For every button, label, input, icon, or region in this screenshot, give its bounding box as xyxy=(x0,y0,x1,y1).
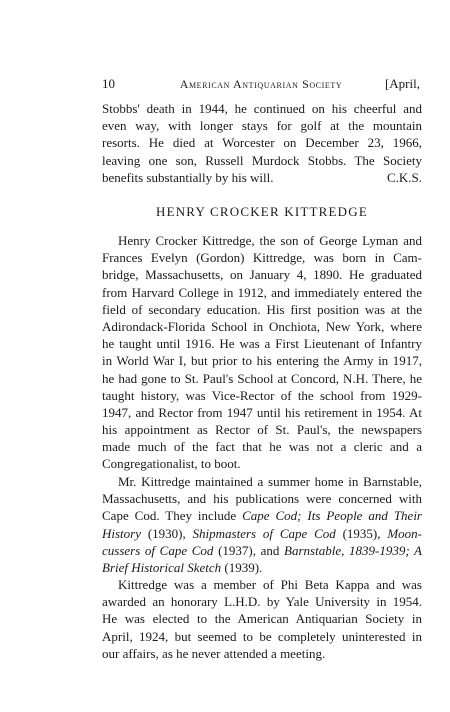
text-line: benefits substantially by his will. xyxy=(102,169,274,185)
text-line xyxy=(102,559,422,576)
previous-obituary-end xyxy=(102,100,422,186)
book-title: Brief Historical Sketch xyxy=(102,559,222,575)
book-title: Barnstable, 1839-1939; A xyxy=(284,542,422,558)
book-title: cussers of Cape Cod xyxy=(102,542,214,558)
text-line: even way, with longer stays for golf at the mountain xyxy=(102,118,422,134)
book-title: Cape Cod; Its People and Their xyxy=(242,508,422,524)
page-number: 10 xyxy=(102,76,115,91)
text-line: from Harvard College in 1912, and immediately entered the xyxy=(102,284,422,300)
text-line: in World War I, but prior to his entering the Army in 1917, xyxy=(102,353,422,369)
text-line: Frances Evelyn (Gordon) Kittredge, was born in Cam- xyxy=(102,250,422,266)
text-run: (1930), xyxy=(141,525,193,541)
text-line: He was elected to the American Antiquarian Society in xyxy=(102,611,422,627)
text-line: April, 1924, but seemed to be completely uninterested in xyxy=(102,628,422,644)
text-line: Henry Crocker Kittredge, the son of George Lyman and xyxy=(118,233,422,248)
text-line: Congregationalist, to boot. xyxy=(102,456,241,472)
text-run: (1937), and xyxy=(213,542,285,558)
text-line: resorts. He died at Worcester on December 23, 1966, xyxy=(102,135,422,151)
text-line xyxy=(102,525,422,542)
text-run: (1935), xyxy=(335,525,388,541)
text-line: our affairs, as he never attended a meeting. xyxy=(102,645,326,661)
obituary-heading: HENRY CROCKER KITTREDGE xyxy=(155,204,368,219)
paragraph-publications xyxy=(102,473,422,576)
text-line: he taught until 1916. He was a First Lieutenant of Infantry xyxy=(102,336,422,352)
text-line: made much of the fact that he was not a cleric and a xyxy=(102,439,422,455)
text-line: his appointment as Rector of St. Paul's, the newspapers xyxy=(102,422,422,438)
text-line: Kittredge was a member of Phi Beta Kappa and was xyxy=(118,577,422,592)
text-line: Mr. Kittredge maintained a summer home in Barnstable, xyxy=(118,474,422,489)
book-title: Moon- xyxy=(387,525,422,541)
text-line: Stobbs' death in 1944, he continued on his cheerful and xyxy=(102,101,422,116)
text-line: Massachusetts, and his publications were concerned with xyxy=(102,491,422,507)
text-line: awarded an honorary L.H.D. by Yale University in 1954. xyxy=(102,594,422,610)
text-line xyxy=(102,542,422,559)
book-title: History xyxy=(102,525,141,541)
text-line: 1947, and Rector from 1947 until his retirement in 1954. At xyxy=(102,404,422,420)
journal-title: American Antiquarian Society xyxy=(179,77,343,91)
author-signature: C.K.S. xyxy=(386,169,422,185)
paragraph-society xyxy=(102,576,422,662)
text-line: taught history, was Vice-Rector of the school from 1929- xyxy=(102,387,422,403)
text-run: Cape Cod. They include xyxy=(102,508,243,524)
text-line: field of secondary education. His first position was at the xyxy=(102,301,422,317)
paragraph-biography xyxy=(102,232,422,473)
text-line: Adirondack-Florida School in Onchiota, New York, where xyxy=(102,318,422,334)
closing-line xyxy=(102,169,422,186)
book-title: Shipmasters of Cape Cod xyxy=(192,525,336,541)
text-line: bridge, Massachusetts, on January 4, 1890. He graduated xyxy=(102,267,422,283)
text-line xyxy=(102,507,422,524)
text-line: leaving one son, Russell Murdock Stobbs. The Society xyxy=(102,152,422,168)
text-run: (1939). xyxy=(221,559,263,575)
text-line: he had gone to St. Paul's School at Concord, N.H. There, he xyxy=(102,370,422,386)
issue-date: [April, xyxy=(384,76,420,91)
running-head xyxy=(102,76,420,92)
